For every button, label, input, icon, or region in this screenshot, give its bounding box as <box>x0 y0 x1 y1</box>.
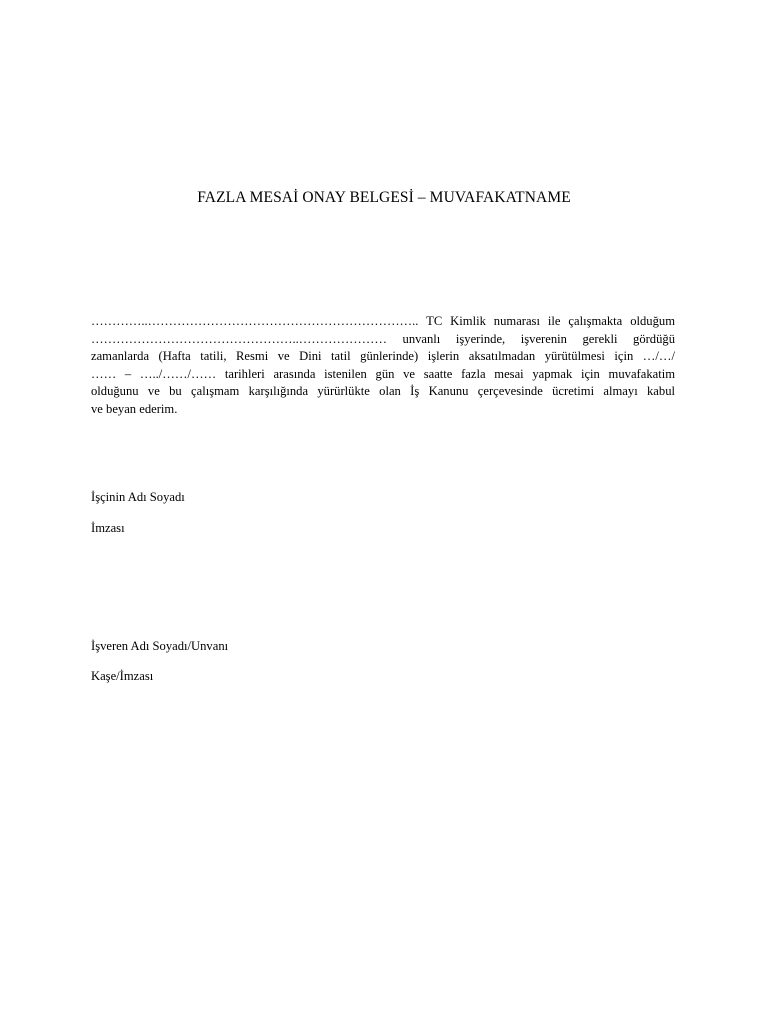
paragraph-line: olduğunu ve bu çalışmam karşılığında yürürlükte olan İş Kanunu çerçevesinde ücretimi almayı kabul <box>91 384 675 399</box>
document-title: FAZLA MESAİ ONAY BELGESİ – MUVAFAKATNAME <box>197 189 571 206</box>
paragraph-line: ve beyan ederim. <box>91 401 178 416</box>
worker-name-label: İşçinin Adı Soyadı <box>91 490 185 504</box>
paragraph-line: …………..……………………………………………………….. TC Kimlik numarası ile çalışmakta olduğum <box>91 314 675 328</box>
consent-paragraph <box>91 313 675 419</box>
employer-name-label: İşveren Adı Soyadı/Unvanı <box>91 639 229 653</box>
paragraph-line: zamanlarda (Hafta tatili, Resmi ve Dini tatil günlerinde) işlerin aksatılmadan yürütülmesi için …/…/ <box>91 349 675 364</box>
employer-seal-label: Kaşe/İmzası <box>91 669 154 683</box>
paragraph-line: …………………………………………..………………… unvanlı işyerinde, işverenin gerekli gördüğü <box>91 331 675 346</box>
paragraph-line: …… – …../……/…… tarihleri arasında istenilen gün ve saatte fazla mesai yapmak için muvafakatim <box>91 366 675 381</box>
worker-signature-label: İmzası <box>91 521 125 535</box>
